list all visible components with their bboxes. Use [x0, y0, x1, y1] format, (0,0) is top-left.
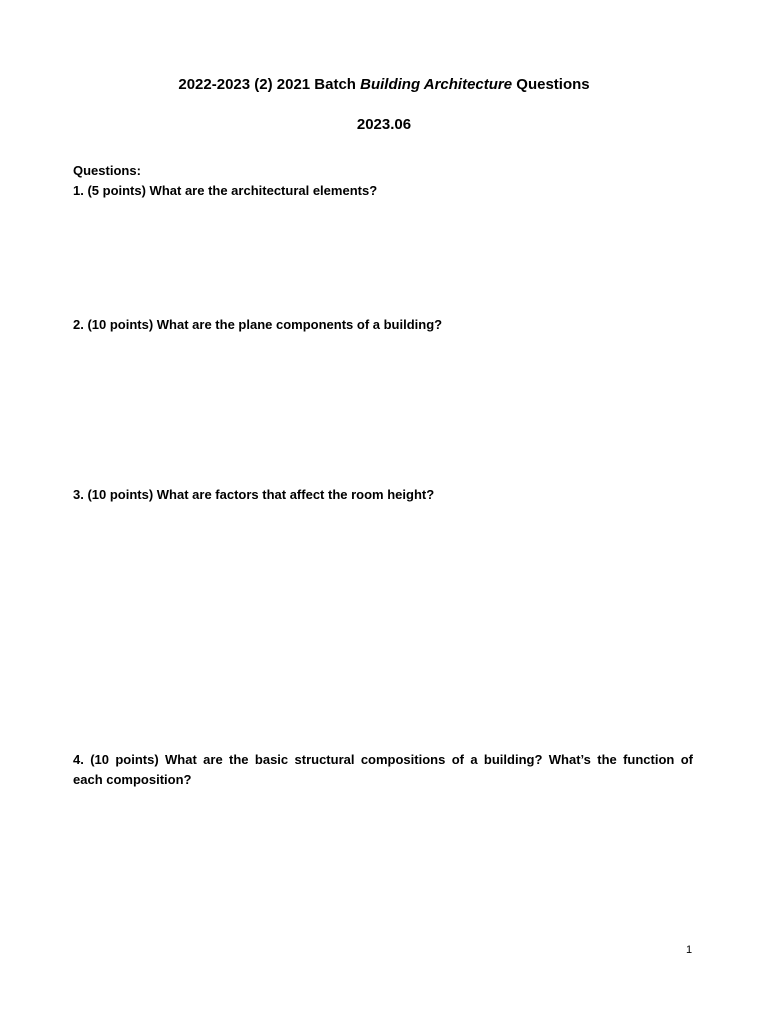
questions-heading: Questions: — [73, 163, 141, 178]
question-1: 1. (5 points) What are the architectural elements? — [73, 183, 378, 198]
question-4 — [73, 750, 693, 790]
title-suffix: Questions — [512, 76, 590, 93]
title-prefix: 2022-2023 (2) 2021 Batch — [178, 76, 361, 93]
document-title — [0, 76, 768, 93]
page-number: 1 — [686, 944, 693, 956]
question-2: 2. (10 points) What are the plane components of a building? — [73, 317, 443, 332]
document-date: 2023.06 — [356, 116, 412, 133]
question-3: 3. (10 points) What are factors that affect the room height? — [73, 487, 435, 502]
question-4-line-2: each composition? — [73, 772, 192, 787]
title-course-name: Building Architecture — [360, 76, 513, 93]
question-4-line-1: 4. (10 points) What are the basic structural compositions of a building? What’s the function of — [73, 752, 693, 767]
